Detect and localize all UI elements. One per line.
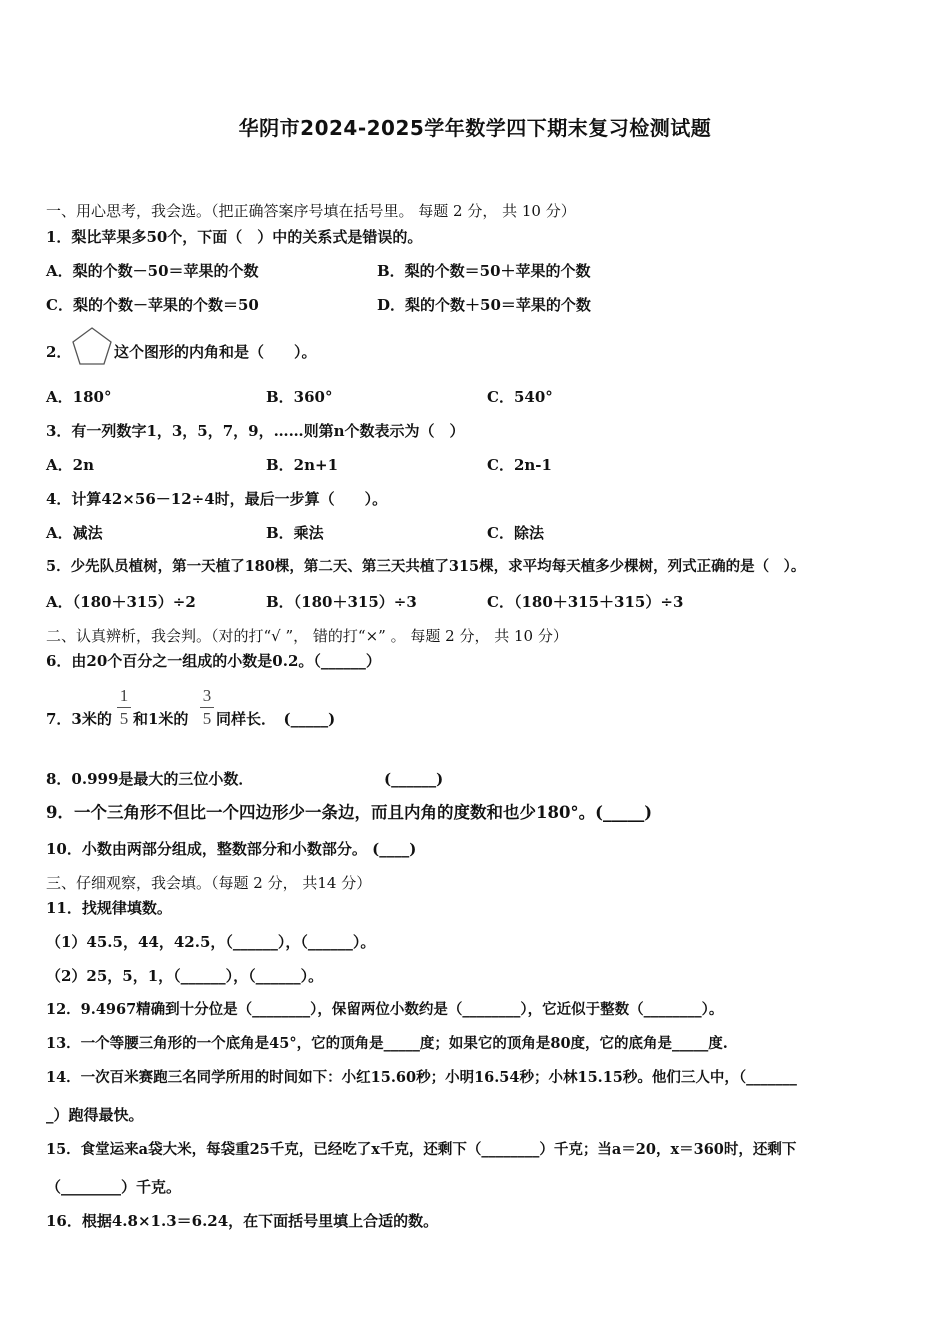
question-14-line-1: 14．一次百米赛跑三名同学所用的时间如下：小红15.60秒；小明16.54秒；小林15.15秒。他们三人中，（_______ bbox=[46, 1069, 797, 1086]
question-13: 13．一个等腰三角形的一个底角是45°，它的顶角是_____度；如果它的顶角是80度，它的底角是_____度. bbox=[46, 1035, 728, 1052]
question-3-option-a[interactable]: A．2n bbox=[46, 456, 94, 474]
question-1-option-b[interactable]: B．梨的个数＝50＋苹果的个数 bbox=[377, 262, 591, 280]
question-5-option-b[interactable]: B．（180＋315）÷3 bbox=[266, 593, 417, 611]
question-4-option-c[interactable]: C．除法 bbox=[487, 524, 544, 542]
question-11-part-2: （2）25，5，1，（______），（______）。 bbox=[46, 967, 324, 985]
question-9: 9．一个三角形不但比一个四边形少一条边，而且内角的度数和也少180°。(_____) bbox=[46, 803, 653, 822]
question-10: 10．小数由两部分组成，整数部分和小数部分。 (____) bbox=[46, 840, 417, 858]
question-8-blank[interactable]: (______) bbox=[384, 770, 444, 788]
question-5-stem: 5．少先队员植树，第一天植了180棵，第二天、第三天共植了315棵，求平均每天植多少棵树，列式正确的是（ ）。 bbox=[46, 558, 806, 575]
question-5-option-c[interactable]: C．（180＋315＋315）÷3 bbox=[487, 593, 684, 611]
question-1-option-a[interactable]: A．梨的个数－50＝苹果的个数 bbox=[46, 262, 259, 280]
question-11-part-1: （1）45.5，44，42.5，（______），（______）。 bbox=[46, 933, 376, 951]
pentagon-figure bbox=[70, 325, 114, 367]
question-3-option-c[interactable]: C．2n-1 bbox=[487, 456, 552, 474]
section-heading-3: 三、仔细观察，我会填。（每题 2 分， 共14 分） bbox=[46, 874, 372, 892]
fraction-1-denominator: 5 bbox=[119, 709, 129, 728]
section-heading-2: 二、认真辨析，我会判。（对的打“√ ”， 错的打“×” 。 每题 2 分， 共 10 分） bbox=[46, 627, 568, 645]
question-5-option-a[interactable]: A．（180＋315）÷2 bbox=[46, 593, 196, 611]
question-15-line-1: 15．食堂运来a袋大米，每袋重25千克，已经吃了x千克，还剩下（________）千克；当a＝20，x＝360时，还剩下 bbox=[46, 1141, 797, 1158]
question-4-option-b[interactable]: B．乘法 bbox=[266, 524, 324, 542]
question-7-part3: 同样长． (_____) bbox=[216, 710, 336, 728]
question-16: 16．根据4.8×1.3＝6.24，在下面括号里填上合适的数。 bbox=[46, 1212, 439, 1230]
fraction-2-denominator: 5 bbox=[202, 709, 212, 728]
question-12: 12．9.4967精确到十分位是（________），保留两位小数约是（________），它近似于整数（________）。 bbox=[46, 1001, 724, 1018]
question-1-option-c[interactable]: C．梨的个数－苹果的个数＝50 bbox=[46, 296, 259, 314]
question-15-line-2: （________）千克。 bbox=[46, 1178, 182, 1196]
question-7-part1: 7．3米的 bbox=[46, 710, 112, 728]
question-2-number: 2． bbox=[46, 343, 72, 361]
question-3-stem: 3．有一列数字1，3，5，7，9，……则第n个数表示为（ ） bbox=[46, 422, 465, 440]
question-6: 6．由20个百分之一组成的小数是0.2。（______） bbox=[46, 652, 381, 670]
question-2-option-a[interactable]: A．180° bbox=[46, 388, 112, 406]
question-8-stem: 8．0.999是最大的三位小数． bbox=[46, 770, 254, 788]
question-4-option-a[interactable]: A．减法 bbox=[46, 524, 103, 542]
fraction-one-fifth bbox=[117, 686, 131, 729]
question-14-line-2: _）跑得最快。 bbox=[46, 1106, 144, 1124]
question-7-part2: 和1米的 bbox=[133, 710, 189, 728]
section-heading-1: 一、用心思考，我会选。（把正确答案序号填在括号里。 每题 2 分， 共 10 分） bbox=[46, 202, 576, 220]
fraction-2-numerator: 3 bbox=[202, 686, 212, 705]
fraction-three-fifths bbox=[200, 686, 214, 729]
question-3-option-b[interactable]: B．2n+1 bbox=[266, 456, 339, 474]
question-1-option-d[interactable]: D．梨的个数＋50＝苹果的个数 bbox=[377, 296, 591, 314]
question-11-stem: 11．找规律填数。 bbox=[46, 899, 172, 917]
page-title: 华阴市2024-2025学年数学四下期末复习检测试题 bbox=[238, 116, 712, 140]
fraction-1-numerator: 1 bbox=[119, 686, 129, 705]
question-2-option-b[interactable]: B．360° bbox=[266, 388, 333, 406]
question-2-stem: 这个图形的内角和是（ ）。 bbox=[114, 343, 317, 361]
question-2-option-c[interactable]: C．540° bbox=[487, 388, 553, 406]
question-4-stem: 4．计算42×56－12÷4时，最后一步算（ ）。 bbox=[46, 490, 388, 508]
question-1-stem: 1．梨比苹果多50个，下面（ ）中的关系式是错误的。 bbox=[46, 228, 423, 246]
